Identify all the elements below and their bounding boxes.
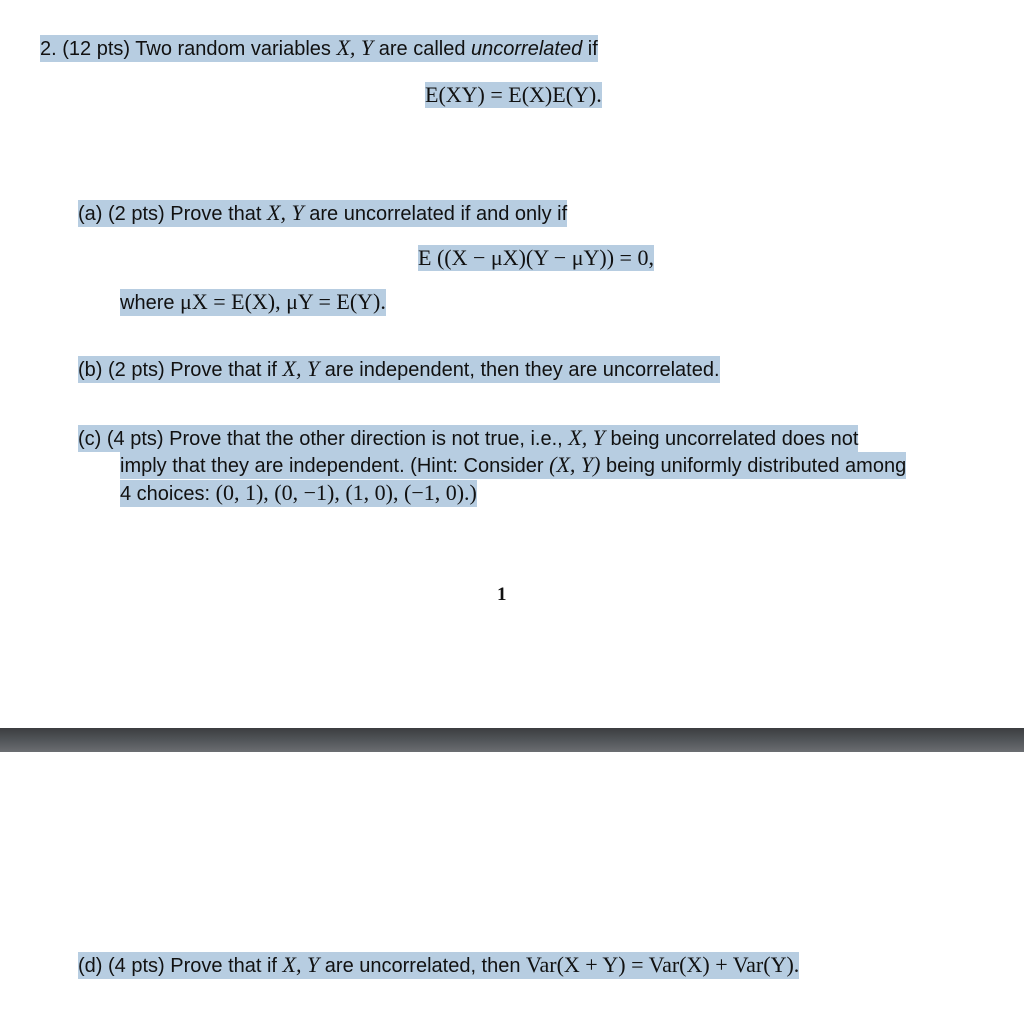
part-d-text-2: are uncorrelated, then <box>324 955 521 977</box>
problem-statement <box>40 35 598 62</box>
part-c-line-3-text: 4 choices: <box>120 483 211 505</box>
part-c-line-2-text: imply that they are independent. (Hint: Consider <box>120 455 544 477</box>
page-number: 1 <box>497 584 507 605</box>
part-c-label: (c) <box>78 428 102 450</box>
part-a-text-2: are uncorrelated if and only if <box>309 203 568 225</box>
part-d-vars: X, Y <box>282 952 320 977</box>
part-c-vars: X, Y <box>568 425 605 450</box>
uncorrelated-term: uncorrelated <box>471 38 583 60</box>
part-c-line-1-text: Prove that the other direction is not true, i.e., <box>169 428 563 450</box>
part-a-vars: X, Y <box>267 200 304 225</box>
part-b-label: (b) <box>78 359 103 381</box>
part-c-line-3 <box>120 480 477 507</box>
problem-intro: Two random variables <box>135 38 331 60</box>
part-a-label: (a) <box>78 203 103 225</box>
part-b-text-2: are independent, then they are uncorrelated. <box>324 359 720 381</box>
problem-are-called: are called <box>378 38 466 60</box>
problem-points: (12 pts) <box>62 38 131 60</box>
part-a-points: (2 pts) <box>108 203 165 225</box>
part-b-vars: X, Y <box>282 356 320 381</box>
part-b-text-1: Prove that if <box>170 359 277 381</box>
problem-if: if <box>587 38 598 60</box>
part-c-line-2 <box>120 452 906 479</box>
definition-formula: E(XY) = E(X)E(Y). <box>425 82 602 107</box>
problem-vars: X, Y <box>336 35 374 60</box>
part-d-label: (d) <box>78 955 103 977</box>
part-d-text-1: Prove that if <box>170 955 277 977</box>
part-c-line-2-end: being uniformly distributed among <box>606 455 907 477</box>
part-b-points: (2 pts) <box>108 359 165 381</box>
part-a-formula: E ((X − μX)(Y − μY)) = 0, <box>418 245 654 270</box>
part-c-points: (4 pts) <box>106 428 164 450</box>
part-a-text-1: Prove that <box>170 203 262 225</box>
part-a-statement <box>78 200 567 227</box>
page-separator <box>0 728 1024 752</box>
part-d-formula: Var(X + Y) = Var(X) + Var(Y). <box>526 952 800 977</box>
part-a-where-line <box>120 289 386 316</box>
part-d-statement <box>78 952 799 979</box>
part-a-where: where <box>120 292 175 314</box>
part-c-line-1 <box>78 425 858 452</box>
part-d-points: (4 pts) <box>108 955 165 977</box>
part-c-pair: (X, Y) <box>549 452 601 477</box>
part-b-statement <box>78 356 720 383</box>
document-page-2 <box>0 752 1024 1014</box>
problem-number: 2. <box>40 38 57 60</box>
part-a-mu-definitions: μX = E(X), μY = E(Y). <box>180 289 386 314</box>
part-c-line-1-end: being uncorrelated does not <box>610 428 859 450</box>
part-c-choices: (0, 1), (0, −1), (1, 0), (−1, 0).) <box>215 480 477 505</box>
